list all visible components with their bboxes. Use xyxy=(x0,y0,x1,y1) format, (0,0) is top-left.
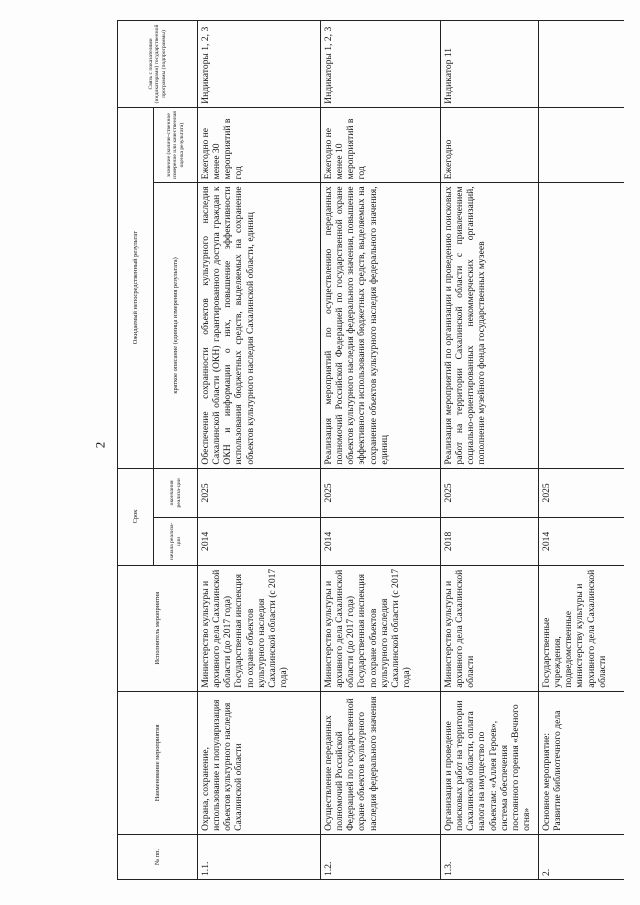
row-end: 2025 xyxy=(539,468,625,518)
row-result-value: Ежегодно не менее 10 мероприятий в год xyxy=(321,107,441,183)
row-executor: Министерство культуры и архивного дела Сахалинской области (до 2017 года) Государственная инспекция по охране объектов культурного наследия Сахалинской области (с 2017 года) xyxy=(198,565,321,691)
activities-table xyxy=(117,20,624,880)
row-num: 2. xyxy=(539,834,625,879)
row-name: Осуществление переданных полномочий Российской Федерацией по государственной охране объектов культурного наследия федерального значения xyxy=(321,691,441,834)
row-start: 2014 xyxy=(539,518,625,565)
table-row xyxy=(539,21,625,880)
row-end: 2025 xyxy=(198,468,321,518)
row-result-desc: Реализация мероприятий по осуществлению переданных полномочий Российской Федерацией по государственной охране объектов культурного наследия федерального значения, повышение эффективности использования бюджетных средств, выделяемых на сохранение объектов культурного наследия федерального значения, единиц xyxy=(321,183,441,468)
header-result-value: значение (количе-ственное измерение или качественная оценка результата) xyxy=(154,107,198,183)
row-result-desc xyxy=(539,183,625,468)
row-start: 2014 xyxy=(198,518,321,565)
row-executor: Министерство культуры и архивного дела Сахалинской области (до 2017 года) Государственная инспекция по охране объектов культурного наследия Сахалинской области (с 2017 года) xyxy=(321,565,441,691)
row-start: 2018 xyxy=(441,518,539,565)
header-name: Наименование мероприятия xyxy=(118,691,198,834)
row-name: Охрана, сохранение, использование и популяризация объектов культурного наследия Сахалинской области xyxy=(198,691,321,834)
row-name: Основное мероприятие: Развитие библиотечного дела xyxy=(539,691,625,834)
row-num: 1.3. xyxy=(441,834,539,879)
header-num: № пп. xyxy=(118,834,198,879)
row-link xyxy=(539,21,625,108)
row-executor: Министерство культуры и архивного дела Сахалинской области xyxy=(441,565,539,691)
row-start: 2014 xyxy=(321,518,441,565)
row-end: 2025 xyxy=(321,468,441,518)
row-name: Организация и проведение поисковых работ на территории Сахалинской области, оплата налога на имущество по объектам: «Аллея Героев», система обеспечения постоянного горения «Вечного огня» xyxy=(441,691,539,834)
table-row xyxy=(198,21,321,880)
row-link: Индикаторы 1, 2, 3 xyxy=(198,21,321,108)
row-result-desc: Реализация мероприятий по организации и проведению поисковых работ на территории Сахалинской области с привлечением социально-ориентированных некоммерческих организаций, пополнение музейного фонда государственных музеев xyxy=(441,183,539,468)
header-term-start: начала реализа-ции xyxy=(154,518,198,565)
table-header-row xyxy=(118,21,154,880)
header-term-end: окончания реализа-ции xyxy=(154,468,198,518)
rotated-table-area xyxy=(117,20,624,880)
table-row xyxy=(441,21,539,880)
header-executor: Исполнитель мероприятия xyxy=(118,565,198,691)
row-num: 1.1. xyxy=(198,834,321,879)
row-link: Индикатор 11 xyxy=(441,21,539,108)
row-result-desc: Обеспечение сохранности объектов культурного наследия Сахалинской области (ОКН) гарантированного доступа граждан к ОКН и информации о них, повышение эффективности использования бюджетных средств, выделяемых на сохранение объектов культурного наследия Сахалинской области, единиц xyxy=(198,183,321,468)
table-row xyxy=(321,21,441,880)
row-num: 1.2. xyxy=(321,834,441,879)
row-result-value: Ежегодно не менее 30 мероприятий в год xyxy=(198,107,321,183)
row-link: Индикаторы 1, 2, 3 xyxy=(321,21,441,108)
row-end: 2025 xyxy=(441,468,539,518)
header-result-desc: краткое описание (единица измерения результата) xyxy=(154,183,198,468)
header-link: Связь с показателями (индикаторами) государственной программы (подпрограммы) xyxy=(118,21,198,108)
header-result: Ожидаемый непосредственный результат xyxy=(118,107,154,468)
row-executor: Государственные учреждения, подведомственные министерству культуры и архивного дела Сахалинской области xyxy=(539,565,625,691)
header-term: Срок xyxy=(118,468,154,565)
page-number: 2 xyxy=(92,441,108,449)
row-result-value xyxy=(539,107,625,183)
row-result-value: Ежегодно xyxy=(441,107,539,183)
rotated-table-wrapper xyxy=(117,20,624,880)
